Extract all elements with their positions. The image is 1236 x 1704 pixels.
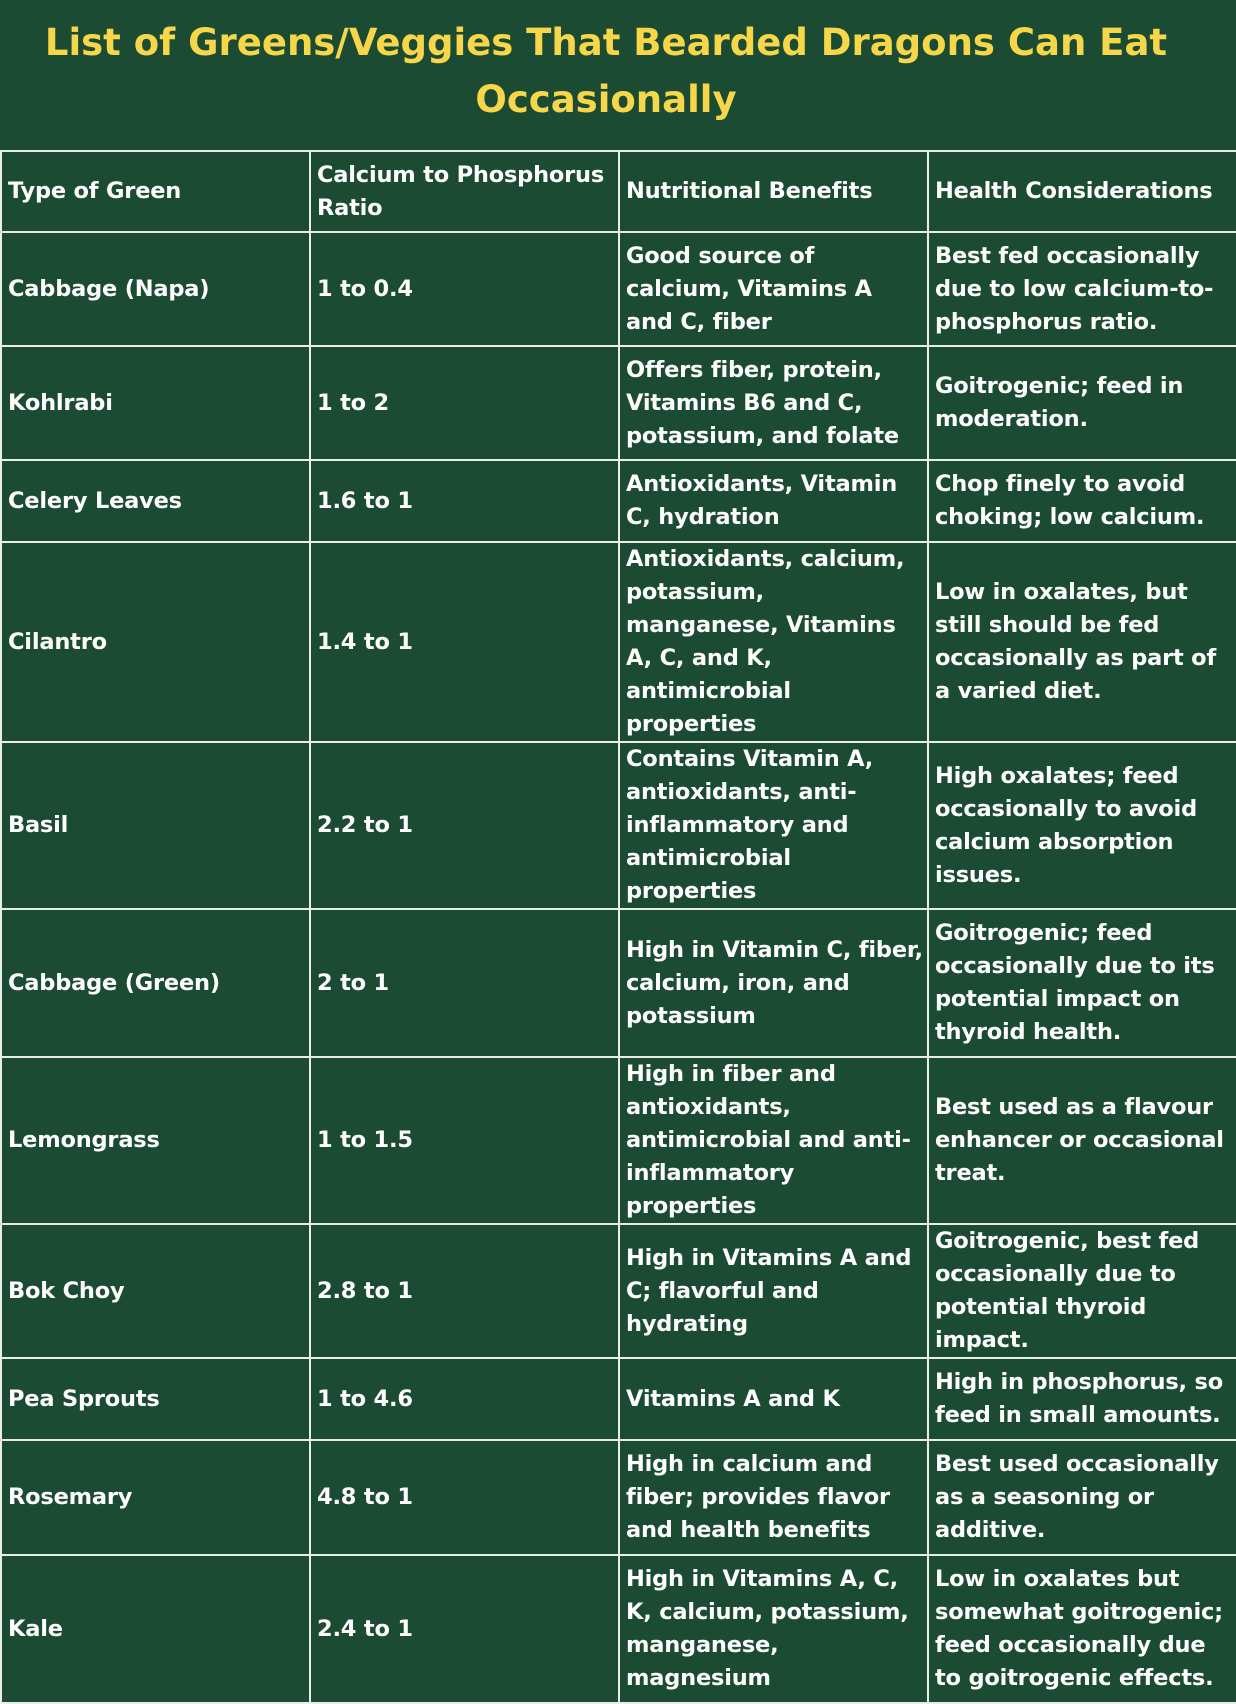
table-row bbox=[1, 1224, 1236, 1358]
table-row bbox=[1, 742, 1236, 909]
cell-ratio: 1.6 to 1 bbox=[310, 460, 619, 542]
cell-ratio: 1 to 2 bbox=[310, 346, 619, 460]
cell-benefits: Contains Vitamin A, antioxidants, anti-inflammatory and antimicrobial properties bbox=[619, 742, 928, 909]
cell-considerations: High oxalates; feed occasionally to avoid calcium absorption issues. bbox=[928, 742, 1236, 909]
cell-ratio: 2 to 1 bbox=[310, 909, 619, 1057]
cell-considerations: High in phosphorus, so feed in small amounts. bbox=[928, 1358, 1236, 1440]
header-health-considerations: Health Considerations bbox=[928, 151, 1236, 232]
greens-table bbox=[0, 150, 1236, 1704]
cell-green: Basil bbox=[1, 742, 310, 909]
cell-ratio: 1 to 0.4 bbox=[310, 232, 619, 346]
table-row bbox=[1, 460, 1236, 542]
cell-benefits: High in calcium and fiber; provides flavor and health benefits bbox=[619, 1440, 928, 1555]
table-row bbox=[1, 1440, 1236, 1555]
table-row bbox=[1, 232, 1236, 346]
cell-ratio: 2.2 to 1 bbox=[310, 742, 619, 909]
cell-green: Bok Choy bbox=[1, 1224, 310, 1358]
header-nutritional-benefits: Nutritional Benefits bbox=[619, 151, 928, 232]
cell-benefits: High in Vitamin C, fiber, calcium, iron, and potassium bbox=[619, 909, 928, 1057]
cell-considerations: Goitrogenic; feed occasionally due to its potential impact on thyroid health. bbox=[928, 909, 1236, 1057]
table-row bbox=[1, 542, 1236, 742]
cell-benefits: High in Vitamins A, C, K, calcium, potassium, manganese, magnesium bbox=[619, 1555, 928, 1703]
table-row bbox=[1, 1555, 1236, 1703]
cell-ratio: 1.4 to 1 bbox=[310, 542, 619, 742]
cell-ratio: 2.4 to 1 bbox=[310, 1555, 619, 1703]
header-ca-p-ratio: Calcium to Phosphorus Ratio bbox=[310, 151, 619, 232]
table-row bbox=[1, 1358, 1236, 1440]
cell-benefits: Vitamins A and K bbox=[619, 1358, 928, 1440]
cell-green: Rosemary bbox=[1, 1440, 310, 1555]
cell-ratio: 4.8 to 1 bbox=[310, 1440, 619, 1555]
cell-green: Kale bbox=[1, 1555, 310, 1703]
table-header-row bbox=[1, 151, 1236, 232]
cell-green: Cilantro bbox=[1, 542, 310, 742]
cell-green: Cabbage (Napa) bbox=[1, 232, 310, 346]
table-row bbox=[1, 1057, 1236, 1224]
cell-green: Kohlrabi bbox=[1, 346, 310, 460]
cell-green: Celery Leaves bbox=[1, 460, 310, 542]
cell-considerations: Goitrogenic; feed in moderation. bbox=[928, 346, 1236, 460]
cell-benefits: High in fiber and antioxidants, antimicrobial and anti-inflammatory properties bbox=[619, 1057, 928, 1224]
cell-considerations: Goitrogenic, best fed occasionally due to potential thyroid impact. bbox=[928, 1224, 1236, 1358]
cell-benefits: Good source of calcium, Vitamins A and C, fiber bbox=[619, 232, 928, 346]
cell-ratio: 2.8 to 1 bbox=[310, 1224, 619, 1358]
cell-benefits: Antioxidants, Vitamin C, hydration bbox=[619, 460, 928, 542]
cell-benefits: Offers fiber, protein, Vitamins B6 and C, potassium, and folate bbox=[619, 346, 928, 460]
cell-considerations: Best fed occasionally due to low calcium-to-phosphorus ratio. bbox=[928, 232, 1236, 346]
cell-considerations: Best used occasionally as a seasoning or additive. bbox=[928, 1440, 1236, 1555]
cell-green: Cabbage (Green) bbox=[1, 909, 310, 1057]
cell-considerations: Best used as a flavour enhancer or occasional treat. bbox=[928, 1057, 1236, 1224]
cell-benefits: High in Vitamins A and C; flavorful and hydrating bbox=[619, 1224, 928, 1358]
cell-green: Pea Sprouts bbox=[1, 1358, 310, 1440]
cell-considerations: Chop finely to avoid choking; low calcium. bbox=[928, 460, 1236, 542]
table-row bbox=[1, 909, 1236, 1057]
cell-considerations: Low in oxalates, but still should be fed occasionally as part of a varied diet. bbox=[928, 542, 1236, 742]
cell-benefits: Antioxidants, calcium, potassium, manganese, Vitamins A, C, and K, antimicrobial properties bbox=[619, 542, 928, 742]
header-type-of-green: Type of Green bbox=[1, 151, 310, 232]
cell-ratio: 1 to 4.6 bbox=[310, 1358, 619, 1440]
cell-considerations: Low in oxalates but somewhat goitrogenic; feed occasionally due to goitrogenic effects. bbox=[928, 1555, 1236, 1703]
page-title: List of Greens/Veggies That Bearded Dragons Can Eat Occasionally bbox=[44, 21, 1168, 121]
cell-ratio: 1 to 1.5 bbox=[310, 1057, 619, 1224]
cell-green: Lemongrass bbox=[1, 1057, 310, 1224]
table-row bbox=[1, 346, 1236, 460]
